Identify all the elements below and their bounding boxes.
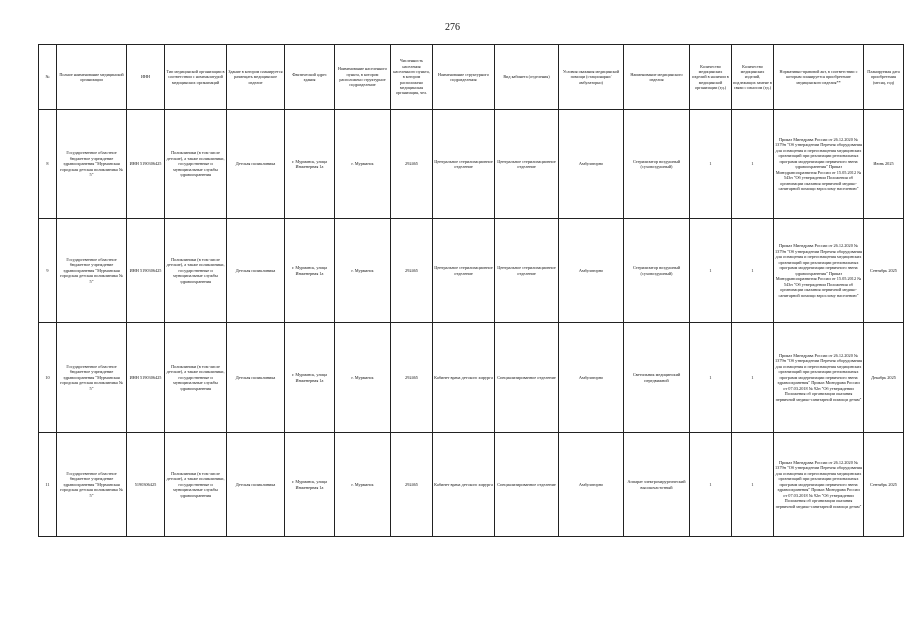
population: 292465 <box>391 110 433 219</box>
address: г. Мурманск, улица Инженерная 1а <box>285 323 335 433</box>
header-cell: Нормативно-правовой акт, в соответствии с которым планируется приобретение медицинского изделия** <box>774 45 864 110</box>
header-cell: Условия оказания медицинской помощи (стационарно/ амбулаторно) <box>559 45 624 110</box>
locality: г. Мурманск <box>335 433 391 537</box>
header-cell: Количество медицинских изделий, подлежащих замене в связи с износом (ед.) <box>732 45 774 110</box>
header-cell: ИНН <box>127 45 165 110</box>
row-number: 8 <box>39 110 57 219</box>
header-cell: № <box>39 45 57 110</box>
device: Стерилизатор воздушный (суховоздушный) <box>624 110 690 219</box>
address: г. Мурманск, улица Инженерная 1а <box>285 110 335 219</box>
count-replace: 1 <box>732 110 774 219</box>
unit: Кабинет врача детского хирурга <box>433 323 495 433</box>
conditions: Амбулаторно <box>559 433 624 537</box>
header-cell: Тип медицинской организации в соответствии с номенклатурой медицинских организаций <box>165 45 227 110</box>
count-have: 1 <box>690 110 732 219</box>
cabinet: Центральное стерилизационное отделение <box>495 219 559 323</box>
org-type: Поликлиники (в том числе детские), а также поликлиники, государственные и муниципальные службы здравоохранения <box>165 110 227 219</box>
inn: 5190306425 <box>127 433 165 537</box>
page-number: 276 <box>445 22 460 33</box>
population: 292465 <box>391 323 433 433</box>
cabinet: Центральное стерилизационное отделение <box>495 110 559 219</box>
header-cell: Здание в котором планируется размещать медицинское изделие <box>227 45 285 110</box>
population: 292465 <box>391 219 433 323</box>
building: Детская поликлиника <box>227 110 285 219</box>
org-type: Поликлиники (в том числе детские), а также поликлиники, государственные и муниципальные службы здравоохранения <box>165 433 227 537</box>
table-row <box>39 323 904 433</box>
address: г. Мурманск, улица Инженерная 1а <box>285 433 335 537</box>
row-number: 10 <box>39 323 57 433</box>
building: Детская поликлиника <box>227 433 285 537</box>
header-cell: Наименование населенного пункта, в котором расположено структурное подразделение <box>335 45 391 110</box>
unit: Центральное стерилизационное отделение <box>433 219 495 323</box>
device: Стерилизатор воздушный (суховоздушный) <box>624 219 690 323</box>
header-cell: Вид кабинета (отделения) <box>495 45 559 110</box>
unit: Центральное стерилизационное отделение <box>433 110 495 219</box>
count-have: 1 <box>690 433 732 537</box>
planned-date: Сентябрь 2025 <box>864 433 904 537</box>
device: Светильник медицинский передвижной <box>624 323 690 433</box>
count-replace: 1 <box>732 323 774 433</box>
conditions: Амбулаторно <box>559 110 624 219</box>
inn: ИНН 5190306425 <box>127 219 165 323</box>
org-name: Государственное областное бюджетное учреждение здравоохранения "Мурманская городская детская поликлиника № 5" <box>57 219 127 323</box>
row-number: 11 <box>39 433 57 537</box>
building: Детская поликлиника <box>227 323 285 433</box>
org-type: Поликлиники (в том числе детские), а также поликлиники, государственные и муниципальные службы здравоохранения <box>165 323 227 433</box>
header-cell: Количество медицинских изделий в наличии в медицинской организации (ед.) <box>690 45 732 110</box>
table-row <box>39 110 904 219</box>
table-row <box>39 433 904 537</box>
address: г. Мурманск, улица Инженерная 1а <box>285 219 335 323</box>
table-header-row <box>39 45 904 110</box>
unit: Кабинет врача детского хирурга <box>433 433 495 537</box>
device: Аппарат электрохирургический высокочастотный <box>624 433 690 537</box>
header-cell: Полное наименование медицинской организации <box>57 45 127 110</box>
conditions: Амбулаторно <box>559 323 624 433</box>
org-name: Государственное областное бюджетное учреждение здравоохранения "Мурманская городская детская поликлиника № 5" <box>57 110 127 219</box>
conditions: Амбулаторно <box>559 219 624 323</box>
org-name: Государственное областное бюджетное учреждение здравоохранения "Мурманская городская детская поликлиника № 5" <box>57 433 127 537</box>
header-cell: Планируемая дата приобретения (месяц, год) <box>864 45 904 110</box>
org-type: Поликлиники (в том числе детские), а также поликлиники, государственные и муниципальные службы здравоохранения <box>165 219 227 323</box>
inn: ИНН 5190306425 <box>127 110 165 219</box>
planned-date: Сентябрь 2025 <box>864 219 904 323</box>
legal-act: Приказ Минздрава России от 26.12.2020 № 1379н "Об утверждении Перечня оборудования для оснащения и переоснащения медицинских организаций при реализации региональных программ модернизации первичного звена здравоохранения" Приказ Минздравсоцразвития России от 15.05.2012 № 543н "Об утверждении Положения об организации оказания первичной медико-санитарной помощи взрослому населению" <box>774 219 864 323</box>
planned-date: Декабрь 2025 <box>864 323 904 433</box>
locality: г. Мурманск <box>335 110 391 219</box>
count-have: 1 <box>690 323 732 433</box>
legal-act: Приказ Минздрава России от 26.12.2020 № 1379н "Об утверждении Перечня оборудования для оснащения и переоснащения медицинских организаций при реализации региональных программ модернизации первичного звена здравоохранения" Приказ Минздрава России от 07.03.2018 № 92н "Об утверждении Положения об организации оказания первичной медико-санитарной помощи детям" <box>774 433 864 537</box>
row-number: 9 <box>39 219 57 323</box>
header-cell: Наименование медицинского изделия <box>624 45 690 110</box>
count-replace: 1 <box>732 433 774 537</box>
locality: г. Мурманск <box>335 323 391 433</box>
header-cell: Фактический адрес здания <box>285 45 335 110</box>
count-have: 1 <box>690 219 732 323</box>
count-replace: 1 <box>732 219 774 323</box>
building: Детская поликлиника <box>227 219 285 323</box>
table-row <box>39 219 904 323</box>
equipment-table <box>38 44 904 537</box>
population: 292465 <box>391 433 433 537</box>
planned-date: Июнь 2025 <box>864 110 904 219</box>
cabinet: Специализированное отделение <box>495 433 559 537</box>
header-cell: Численность населения населенного пункта, в котором расположено медицинская организация, чел. <box>391 45 433 110</box>
cabinet: Специализированное отделение <box>495 323 559 433</box>
inn: ИНН 5190306425 <box>127 323 165 433</box>
locality: г. Мурманск <box>335 219 391 323</box>
legal-act: Приказ Минздрава России от 26.12.2020 № 1379н "Об утверждении Перечня оборудования для оснащения и переоснащения медицинских организаций при реализации региональных программ модернизации первичного звена здравоохранения" Приказ Минздрава России от 07.03.2018 № 92н "Об утверждении Положения об организации оказания первичной медико-санитарной помощи детям" <box>774 323 864 433</box>
org-name: Государственное областное бюджетное учреждение здравоохранения "Мурманская городская детская поликлиника № 5" <box>57 323 127 433</box>
legal-act: Приказ Минздрава России от 26.12.2020 № 1379н "Об утверждении Перечня оборудования для оснащения и переоснащения медицинских организаций при реализации региональных программ модернизации первичного звена здравоохранения" Приказ Минздравсоцразвития России от 15.05.2012 № 543н "Об утверждении Положения об организации оказания первичной медико-санитарной помощи взрослому населению" <box>774 110 864 219</box>
header-cell: Наименование структурного подразделения <box>433 45 495 110</box>
